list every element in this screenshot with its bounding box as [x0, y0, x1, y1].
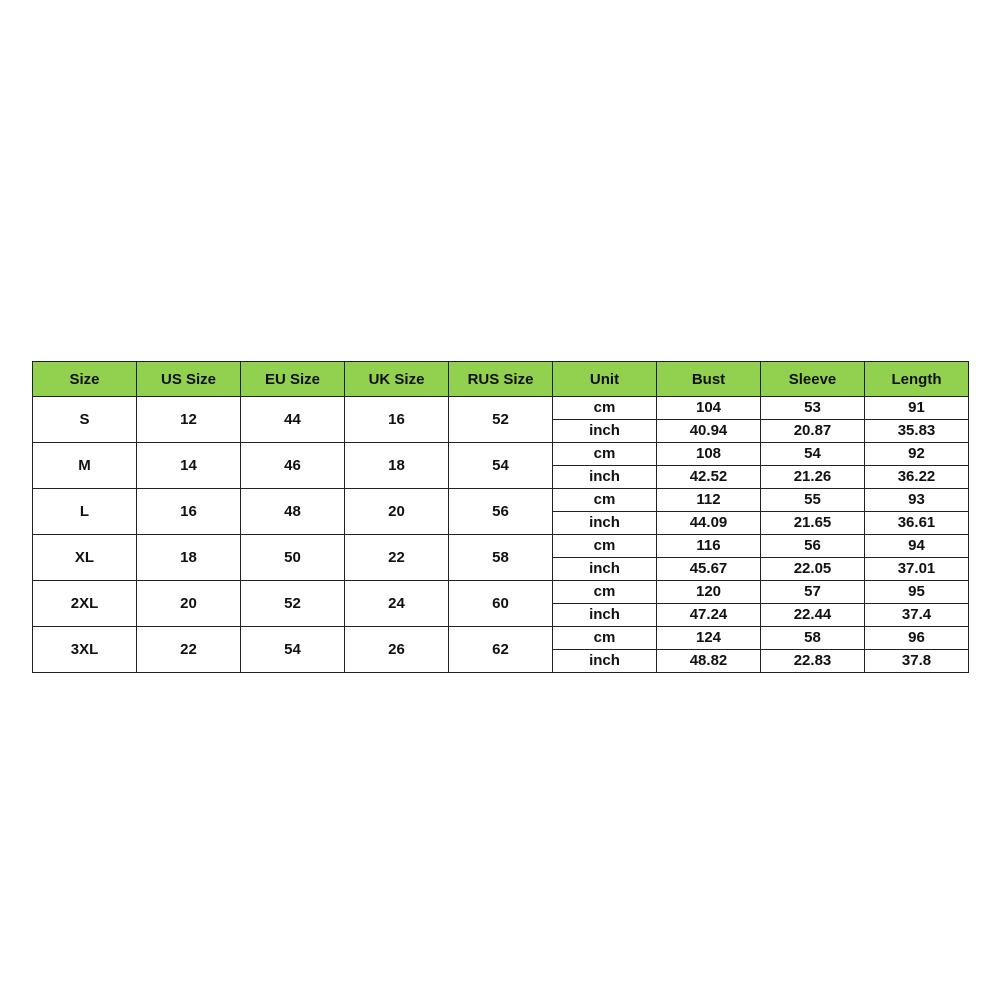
table-row: [33, 535, 969, 558]
cell-rus-size: 62: [449, 627, 553, 673]
cell-bust: 108: [657, 443, 761, 466]
cell-length: 95: [865, 581, 969, 604]
cell-length: 36.61: [865, 512, 969, 535]
cell-length: 93: [865, 489, 969, 512]
cell-sleeve: 57: [761, 581, 865, 604]
cell-sleeve: 20.87: [761, 420, 865, 443]
table-row: [33, 627, 969, 650]
cell-bust: 44.09: [657, 512, 761, 535]
cell-rus-size: 56: [449, 489, 553, 535]
cell-unit: inch: [553, 420, 657, 443]
cell-us-size: 16: [137, 489, 241, 535]
cell-bust: 124: [657, 627, 761, 650]
cell-unit: inch: [553, 466, 657, 489]
header-rus-size: RUS Size: [449, 362, 553, 397]
header-unit: Unit: [553, 362, 657, 397]
cell-unit: inch: [553, 604, 657, 627]
size-chart-table: [32, 361, 969, 673]
cell-length: 94: [865, 535, 969, 558]
cell-uk-size: 20: [345, 489, 449, 535]
cell-eu-size: 46: [241, 443, 345, 489]
cell-bust: 120: [657, 581, 761, 604]
cell-bust: 48.82: [657, 650, 761, 673]
cell-rus-size: 52: [449, 397, 553, 443]
cell-bust: 116: [657, 535, 761, 558]
cell-length: 37.8: [865, 650, 969, 673]
cell-unit: inch: [553, 650, 657, 673]
cell-length: 37.4: [865, 604, 969, 627]
cell-eu-size: 48: [241, 489, 345, 535]
cell-uk-size: 18: [345, 443, 449, 489]
cell-rus-size: 58: [449, 535, 553, 581]
cell-sleeve: 58: [761, 627, 865, 650]
cell-length: 96: [865, 627, 969, 650]
cell-unit: inch: [553, 512, 657, 535]
cell-bust: 42.52: [657, 466, 761, 489]
cell-length: 35.83: [865, 420, 969, 443]
cell-rus-size: 60: [449, 581, 553, 627]
cell-size: M: [33, 443, 137, 489]
header-size: Size: [33, 362, 137, 397]
cell-bust: 104: [657, 397, 761, 420]
table-row: [33, 397, 969, 420]
header-uk-size: UK Size: [345, 362, 449, 397]
cell-sleeve: 21.65: [761, 512, 865, 535]
cell-length: 92: [865, 443, 969, 466]
header-sleeve: Sleeve: [761, 362, 865, 397]
header-us-size: US Size: [137, 362, 241, 397]
cell-size: XL: [33, 535, 137, 581]
cell-sleeve: 54: [761, 443, 865, 466]
cell-length: 36.22: [865, 466, 969, 489]
cell-bust: 40.94: [657, 420, 761, 443]
cell-length: 37.01: [865, 558, 969, 581]
cell-sleeve: 22.44: [761, 604, 865, 627]
cell-bust: 45.67: [657, 558, 761, 581]
cell-eu-size: 44: [241, 397, 345, 443]
cell-size: 2XL: [33, 581, 137, 627]
cell-size: L: [33, 489, 137, 535]
table-row: [33, 443, 969, 466]
cell-eu-size: 50: [241, 535, 345, 581]
cell-unit: cm: [553, 443, 657, 466]
cell-unit: cm: [553, 581, 657, 604]
cell-rus-size: 54: [449, 443, 553, 489]
cell-unit: cm: [553, 489, 657, 512]
cell-bust: 112: [657, 489, 761, 512]
cell-uk-size: 24: [345, 581, 449, 627]
cell-uk-size: 22: [345, 535, 449, 581]
cell-us-size: 12: [137, 397, 241, 443]
cell-us-size: 20: [137, 581, 241, 627]
cell-sleeve: 22.05: [761, 558, 865, 581]
cell-sleeve: 21.26: [761, 466, 865, 489]
header-eu-size: EU Size: [241, 362, 345, 397]
header-bust: Bust: [657, 362, 761, 397]
cell-unit: inch: [553, 558, 657, 581]
table-row: [33, 581, 969, 604]
cell-bust: 47.24: [657, 604, 761, 627]
cell-eu-size: 52: [241, 581, 345, 627]
cell-sleeve: 56: [761, 535, 865, 558]
cell-size: S: [33, 397, 137, 443]
cell-eu-size: 54: [241, 627, 345, 673]
cell-us-size: 14: [137, 443, 241, 489]
cell-unit: cm: [553, 397, 657, 420]
table-row: [33, 489, 969, 512]
cell-sleeve: 53: [761, 397, 865, 420]
cell-uk-size: 26: [345, 627, 449, 673]
cell-sleeve: 22.83: [761, 650, 865, 673]
cell-us-size: 22: [137, 627, 241, 673]
cell-length: 91: [865, 397, 969, 420]
cell-sleeve: 55: [761, 489, 865, 512]
cell-uk-size: 16: [345, 397, 449, 443]
cell-size: 3XL: [33, 627, 137, 673]
cell-unit: cm: [553, 627, 657, 650]
cell-us-size: 18: [137, 535, 241, 581]
cell-unit: cm: [553, 535, 657, 558]
header-row: [33, 362, 969, 397]
header-length: Length: [865, 362, 969, 397]
